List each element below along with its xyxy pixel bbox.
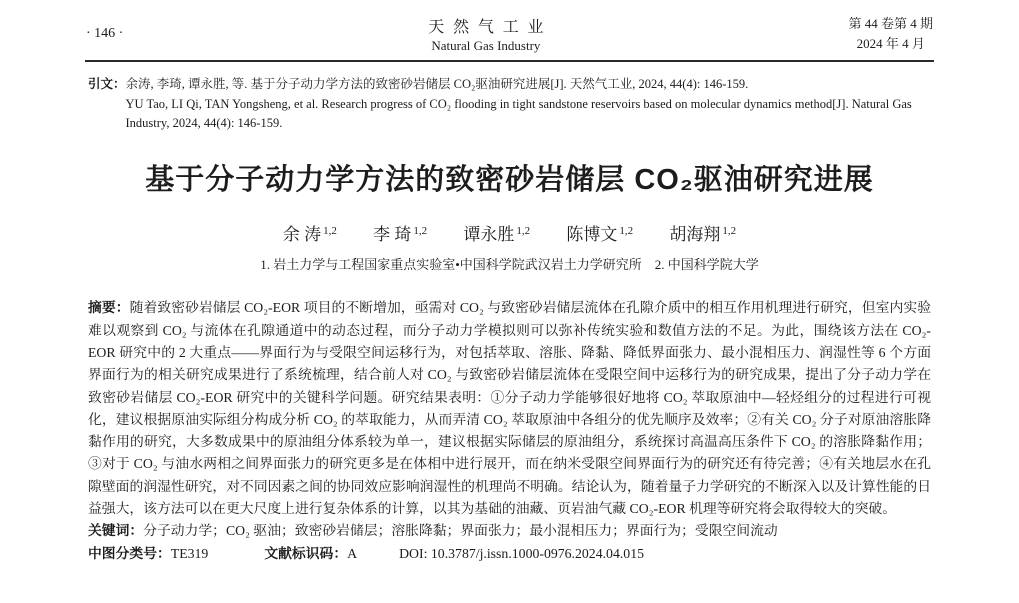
author: 余 涛 $^{1,2}$	[282, 224, 337, 245]
author-affiliation-sup: 1,2	[619, 224, 634, 237]
author-affiliation-sup: 1,2	[722, 224, 737, 237]
journal-title-en: Natural Gas Industry	[431, 38, 541, 53]
doc-code-item	[264, 543, 357, 565]
clc-label: 中图分类号：	[88, 545, 171, 561]
journal-title-cn: 天然气工业	[428, 19, 553, 36]
keywords-text: 分子动力学；CO₂ 驱油；致密砂岩储层；溶胀降黏；界面张力；最小混相压力；界面行为；受限空间流动	[143, 523, 778, 539]
author: 谭永胜 $^{1,2}$	[463, 224, 531, 245]
article-title: 基于分子动力学方法的致密砂岩储层 CO₂驱油研究进展	[145, 164, 874, 197]
journal-header	[0, 0, 1019, 54]
clc-item	[88, 543, 208, 565]
citation-block	[88, 75, 931, 133]
journal-masthead	[123, 14, 848, 54]
author-list	[0, 220, 1019, 245]
issue-info	[848, 14, 933, 54]
doc-code-value: A	[347, 545, 358, 561]
clc-value: TE319	[170, 545, 209, 561]
issue-date: 2024 年 4 月	[856, 36, 925, 52]
citation-label: 引文：	[88, 77, 126, 92]
abstract-label: 摘要：	[88, 300, 130, 316]
author-affiliation-sup: 1,2	[323, 224, 337, 237]
affiliation-line: 1. 岩土力学与工程国家重点实验室•中国科学院武汉岩土力学研究所 2. 中国科学院大学	[260, 257, 759, 273]
author: 陈博文 $^{1,2}$	[566, 224, 634, 245]
citation-body	[126, 75, 931, 133]
doc-code-label: 文献标识码：	[264, 545, 348, 561]
author: 李 琦 $^{1,2}$	[373, 224, 428, 245]
issue-volume: 第 44 卷第 4 期	[848, 16, 933, 31]
author-affiliation-sup: 1,2	[516, 224, 531, 237]
doi-item: DOI: 10.3787/j.issn.1000-0976.2024.04.015	[399, 545, 644, 561]
header-divider	[85, 60, 934, 62]
abstract-paragraph	[88, 297, 931, 520]
abstract-text: 随着致密砂岩储层 CO₂-EOR 项目的不断增加，亟需对 CO₂ 与致密砂岩储层流体在孔隙介质中的相互作用机理进行研究，但室内实验难以观察到 CO₂ 与流体在孔隙通道中的动态过程，而分子动力学模拟则可以弥补传统实验和数值方法的不足。为此，围绕该方法在 CO₂-EOR 研究中的 2 大重点——界面行为与受限空间运移行为，对包括萃取、溶胀、降黏、降低界面张力、最小混相压力、润湿性等 6 个方面界面行为的相关研究成果进行了系统梳理，结合前人对 CO₂ 与致密砂岩储层流体在受限空间中运移行为的研究成果，提出了分子动力学在致密砂岩储层 CO₂-EOR 研究中的关键科学问题。研究结果表明：①分子动力学能够很好地将 CO₂ 萃取原油中—轻烃组分的过程进行可视化，建议根据原油实际组分构成分析 CO₂ 的萃取能力，从而弄清 CO₂ 萃取原油中各组分的优先顺序及效率；②有关 CO₂ 分子对原油溶胀降黏作用的研究，大多数成果中的原油组分体系较为单一，建议根据实际储层的原油组分，系统探讨高温高压条件下 CO₂ 的溶胀降黏作用；③对于 CO₂ 与油水两相之间界面张力的研究更多是在体相中进行展开，而在纳米受限空间界面行为的研究还有待完善；④有关地层水在孔隙壁面的润湿性研究，对不同因素之间的协同效应影响润湿性的机理尚不明确。结论认为，随着量子力学研究的不断深入以及计算性能的日益强大，该方法可以在更大尺度上进行复杂体系的计算，以其为基础的油藏、页岩油气藏 CO₂-EOR 机理等研究将会取得较大的突破。	[88, 300, 932, 517]
citation-chinese: 余涛, 李琦, 谭永胜, 等. 基于分子动力学方法的致密砂岩储层 CO₂驱油研究进展[J]. 天然气工业, 2024, 44(4): 146-159.	[125, 77, 749, 92]
meta-line	[88, 543, 931, 565]
citation-english: YU Tao, LI Qi, TAN Yongsheng, et al. Research progress of CO₂ flooding in tight sandstone reservoirs based on molecular dynamics method[J]. Natural Gas Industry, 2024, 44(4): 146-159.	[125, 96, 912, 131]
page-number: · 146 ·	[86, 26, 124, 41]
author: 胡海翔 $^{1,2}$	[669, 224, 737, 245]
author-affiliation-sup: 1,2	[413, 224, 428, 237]
keywords-line	[88, 520, 931, 542]
keywords-label: 关键词：	[88, 523, 144, 539]
